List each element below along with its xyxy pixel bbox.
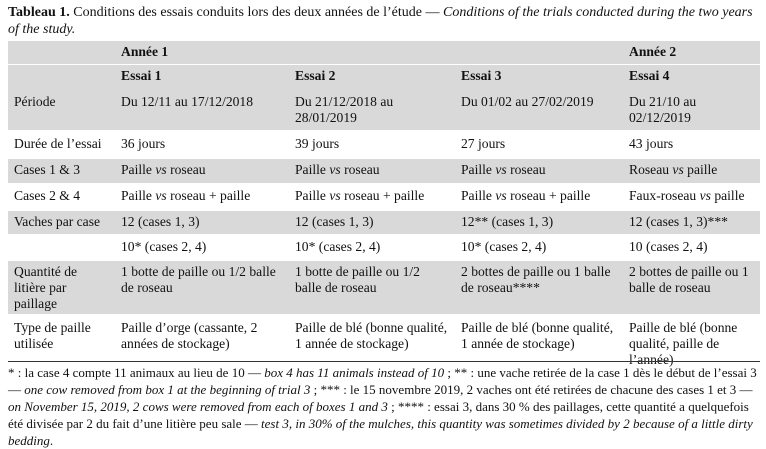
table-row: [8, 158, 760, 184]
table-cell: Du 21/12/2018 au 28/01/2019: [289, 88, 455, 131]
header-year-2: Année 2: [623, 41, 760, 65]
table-cell: 10* (cases 2, 4): [115, 235, 289, 260]
footnote-english: on November 15, 2019, 2 cows were removed from each of boxes 1 and 3: [8, 399, 388, 414]
row-label: Type de paille utilisée: [8, 315, 115, 376]
footnote-english: box 4 has 11 animals instead of 10: [264, 365, 445, 380]
cell-text: roseau + paille: [166, 188, 251, 203]
trial-conditions-table: [8, 41, 760, 376]
table-cell: 1 botte de paille ou 1/2 balle de roseau: [289, 260, 455, 315]
cell-text: Roseau: [629, 162, 673, 177]
cell-text: Paille: [121, 162, 156, 177]
table-cell: [623, 158, 760, 184]
header-trial-3: Essai 3: [455, 65, 623, 89]
cell-text: Paille: [295, 162, 330, 177]
row-label: Cases 1 & 3: [8, 158, 115, 184]
table-cell: 10* (cases 2, 4): [289, 235, 455, 260]
table-cell: [115, 158, 289, 184]
row-label: Période: [8, 88, 115, 131]
header-trial-2: Essai 2: [289, 65, 455, 89]
table-row: [8, 131, 760, 158]
cell-versus: vs: [155, 162, 167, 177]
caption-french: Conditions des essais conduits lors des deux années de l’étude —: [69, 5, 444, 20]
table-cell: [115, 184, 289, 210]
cell-text: roseau: [166, 162, 206, 177]
table-row: [8, 210, 760, 235]
table-cell: 36 jours: [115, 131, 289, 158]
cell-versus: vs: [699, 188, 711, 203]
table-cell: 10* (cases 2, 4): [455, 235, 623, 260]
cell-versus: vs: [495, 162, 507, 177]
cell-versus: vs: [329, 162, 341, 177]
footnote-french: ; **** : essai 3, dans 30 % des paillages, cette quantité a quelquefois été divisée par 2 du fait d’une litière peu sale —: [8, 399, 749, 431]
header-empty-cell: [8, 65, 115, 89]
header-row-years: [8, 41, 760, 65]
row-label: [8, 235, 115, 260]
table-cell: Du 21/10 au 02/12/2019: [623, 88, 760, 131]
table-row: [8, 184, 760, 210]
table-cell: 27 jours: [455, 131, 623, 158]
table-cell: 12 (cases 1, 3): [289, 210, 455, 235]
cell-text: roseau + paille: [340, 188, 425, 203]
table-cell: 12 (cases 1, 3): [115, 210, 289, 235]
footnote-french: * : la case 4 compte 11 animaux au lieu de 10 —: [8, 365, 265, 380]
cell-text: roseau + paille: [506, 188, 591, 203]
header-empty-cell: [8, 41, 115, 65]
row-label: Vaches par case: [8, 210, 115, 235]
table-cell: 2 bottes de paille ou 1 balle de roseau: [623, 260, 760, 315]
caption-label: Tableau 1.: [8, 5, 70, 20]
table-cell: [455, 158, 623, 184]
footnote-english: one cow removed from box 1 at the beginning of trial 3: [24, 382, 311, 397]
cell-text: roseau: [340, 162, 380, 177]
table-cell: Paille de blé (bonne qualité, 1 année de stockage): [289, 315, 455, 376]
table-row: [8, 88, 760, 131]
table-cell: [289, 158, 455, 184]
table-cell: 2 bottes de paille ou 1 balle de roseau****: [455, 260, 623, 315]
table-cell: Paille d’orge (cassante, 2 années de stockage): [115, 315, 289, 376]
table-cell: Paille de blé (bonne qualité, paille de l’année): [623, 315, 760, 376]
cell-text: roseau: [506, 162, 546, 177]
cell-text: Paille: [461, 188, 496, 203]
cell-versus: vs: [672, 162, 684, 177]
footnote-french: ; ** : une vache retirée de la case 1 dès le début de l’essai 3 —: [8, 365, 757, 397]
table-cell: 43 jours: [623, 131, 760, 158]
table-caption: [8, 4, 760, 38]
table-cell: 1 botte de paille ou 1/2 balle de roseau: [115, 260, 289, 315]
cell-text: paille: [710, 188, 745, 203]
header-trial-4: Essai 4: [623, 65, 760, 89]
cell-versus: vs: [495, 188, 507, 203]
table-row: [8, 235, 760, 260]
row-label: Cases 2 & 4: [8, 184, 115, 210]
table-cell: 12** (cases 1, 3): [455, 210, 623, 235]
row-label: Durée de l’essai: [8, 131, 115, 158]
footnote-french: .: [49, 433, 54, 448]
table-cell: Paille de blé (bonne qualité, 1 année de stockage): [455, 315, 623, 376]
cell-versus: vs: [155, 188, 167, 203]
header-year-1: Année 1: [115, 41, 623, 65]
cell-text: Paille: [121, 188, 156, 203]
table-cell: [289, 184, 455, 210]
table-cell: Du 01/02 au 27/02/2019: [455, 88, 623, 131]
table-cell: [623, 184, 760, 210]
table-cell: 12 (cases 1, 3)***: [623, 210, 760, 235]
table-footnote: [8, 361, 760, 449]
footnote-english: test 3, in 30% of the mulches, this quantity was sometimes divided by 2 because of a little dirty bedding: [8, 416, 753, 448]
table-row: [8, 260, 760, 315]
header-row-trials: [8, 65, 760, 89]
table-cell: [455, 184, 623, 210]
cell-text: Faux-roseau: [629, 188, 700, 203]
cell-versus: vs: [329, 188, 341, 203]
caption-english: Conditions of the trials conducted during the two years of the study.: [8, 5, 753, 37]
header-trial-1: Essai 1: [115, 65, 289, 89]
table-cell: Du 12/11 au 17/12/2018: [115, 88, 289, 131]
row-label: Quantité de litière par paillage: [8, 260, 115, 315]
cell-text: Paille: [295, 188, 330, 203]
table-cell: 10 (cases 2, 4): [623, 235, 760, 260]
cell-text: paille: [683, 162, 718, 177]
footnote-french: ; *** : le 15 novembre 2019, 2 vaches ont été retirées de chacune des cases 1 et 3 —: [310, 382, 753, 397]
table-cell: 39 jours: [289, 131, 455, 158]
cell-text: Paille: [461, 162, 496, 177]
